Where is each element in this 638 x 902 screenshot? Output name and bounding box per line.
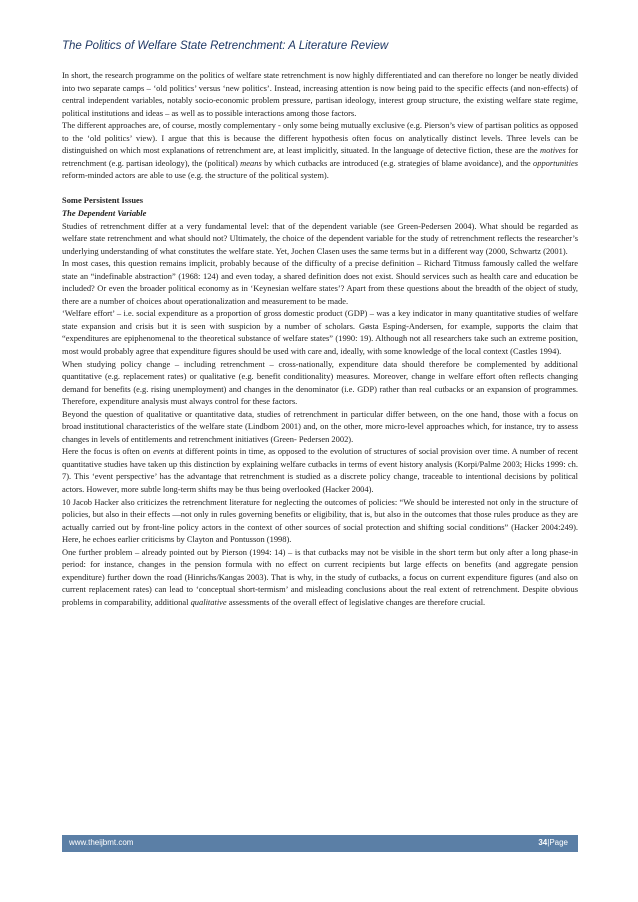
emphasis-motives: motives bbox=[540, 145, 566, 156]
footer-page-number: 34|Page bbox=[538, 838, 568, 847]
paragraph: In most cases, this question remains implicit, probably because of the difficulty of a precise definition – Richard Titmuss famously called the welfare state an “indefinable abstraction” (1968: 124) and even today, a shared definition does not exist. Should services such as health care and education be included? Or even the broader political economy as in ‘Keynesian welfare states’? Apart from these questions about the breadth of the object of study, there are a number of choices about operationalization and measurement to be made. bbox=[62, 258, 578, 306]
page-footer bbox=[62, 835, 578, 852]
paragraph: In short, the research programme on the politics of welfare state retrenchment is now highly differentiated and can therefore no longer be neatly divided into two separate camps – ‘old politics’ versus ‘new politics’. Instead, increasing attention is now being paid to the specific effects (and non-effects) of central independent variables, notably socio-economic problem pressure, partisan ideology, interest group structure, the existing welfare state regime, political institutions and ideas – as well as to possible interactions among those factors. bbox=[62, 70, 578, 118]
paragraph: ‘Welfare effort’ – i.e. social expenditure as a proportion of gross domestic product (GDP) – was a key indicator in many quantitative studies of welfare state expansion and crisis but it is seen with suspicion by a number of scholars. Gøsta Esping-Andersen, for example, supports the claim that “expenditures are epiphenomenal to the theoretical substance of welfare states” (1990: 19). Although not all researchers take such an extreme position, most would probably agree that expenditure figures should be used with care and, ideally, with some knowledge of the local context (Castles 1994). bbox=[62, 308, 578, 356]
paragraph: 10 Jacob Hacker also criticizes the retrenchment literature for neglecting the outcomes of policies: “We should be interested not only in the structure of policies, but also in their effects —not only in rules governing benefits or eligibility, that is, but also in the outcomes that those rules produce as they are actually carried out by front-line policy actors in the context of other sources of social protection and shifting social conditions” (Hacker 2004:249). Here, he echoes earlier criticisms by Clayton and Pontusson (1998). bbox=[62, 496, 578, 545]
section-heading: Some Persistent Issues bbox=[62, 195, 144, 206]
subsection-heading: The Dependent Variable bbox=[62, 207, 147, 218]
paragraph: Studies of retrenchment differ at a very fundamental level: that of the dependent variable (see Green-Pedersen 2004). What should be regarded as welfare state retrenchment and what should not? Ultimately, the choice of the dependent variable for the study of retrenchment reflects the researcher’s underlying understanding of what constitutes the welfare state. Yet, Jochen Clasen uses the same terms but in a different way (2000, Schwartz (2001). bbox=[62, 220, 578, 256]
emphasis-opportunities: opportunities bbox=[533, 157, 579, 168]
emphasis-events: events bbox=[153, 446, 175, 457]
article-body bbox=[62, 69, 578, 608]
paragraph: Here the focus is often on events at different points in time, as opposed to the evolution of structures of social provision over time. A number of recent quantitative studies have taken up this distinction by explaining welfare cutbacks in terms of event history analysis (Korpi/Palme 2003; Hicks 1999: ch. 7). This ‘event perspective’ has the advantage that retrenchment is studied as a discrete policy change, traceable to intentional decisions by political actors. However, more subtle long-term shifts may be thus being overlooked (Hacker 2004). bbox=[62, 446, 579, 494]
paragraph: When studying policy change – including retrenchment – cross-nationally, expenditure data should therefore be complemented by additional quantitative (e.g. replacement rates) or qualitative (e.g. benefit conditionality) measures. Moreover, change in welfare effort often reflects changing demand for benefits (e.g. rising unemployment) and changes in the denominator (i.e. GDP) rather than real cutbacks or an expansion of programmes. Therefore, expenditure analysis must always control for these factors. bbox=[62, 358, 578, 407]
paragraph: The different approaches are, of course, mostly complementary - only some being mutually exclusive (e.g. Pierson’s view of partisan politics as opposed to the ‘old politics’ view). I argue that this is because the different hypothesis often focus on analytically distinct levels. Three levels can be distinguished on which most explanations of retrenchment are, at least implicitly, situated. In the language of detective fiction, these are the motives for retrenchment (e.g. partisan ideology), the (political) means by which cutbacks are introduced (e.g. strategies of blame avoidance), and the opportunities reform-minded actors are able to use (e.g. the structure of the political system). bbox=[62, 120, 579, 181]
paragraph: One further problem – already pointed out by Pierson (1994: 14) – is that cutbacks may not be visible in the short term but only after a long phase-in period: for instance, changes in the pension formula with no effect on current recipients but large effects on benefits (and aggregate pension expenditure) further down the road (Hinrichs/Kangas 2003). That is why, in the study of cutbacks, a focus on current expenditure figures (and also on current replacement rates) can lead to ‘conceptual short-termism’ and misleading conclusions about the real extent of retrenchment. Despite obvious problems in comparability, additional qualitative assessments of the overall effect of legislative changes are therefore crucial. bbox=[62, 546, 578, 607]
emphasis-qualitative: qualitative bbox=[190, 596, 227, 607]
footer-website-link[interactable]: www.theijbmt.com bbox=[69, 838, 134, 847]
running-header-title: The Politics of Welfare State Retrenchment: A Literature Review bbox=[62, 40, 389, 52]
paragraph: Beyond the question of qualitative or quantitative data, studies of retrenchment in particular differ between, on the one hand, those with a focus on broad institutional characteristics of the welfare state (Lindbom 2001) and, on the other, more micro-level approaches which, for instance, try to assess changes in levels of entitlements and retrenchment initiatives (Green- Pedersen 2002). bbox=[62, 408, 578, 444]
emphasis-means: means bbox=[240, 157, 262, 168]
